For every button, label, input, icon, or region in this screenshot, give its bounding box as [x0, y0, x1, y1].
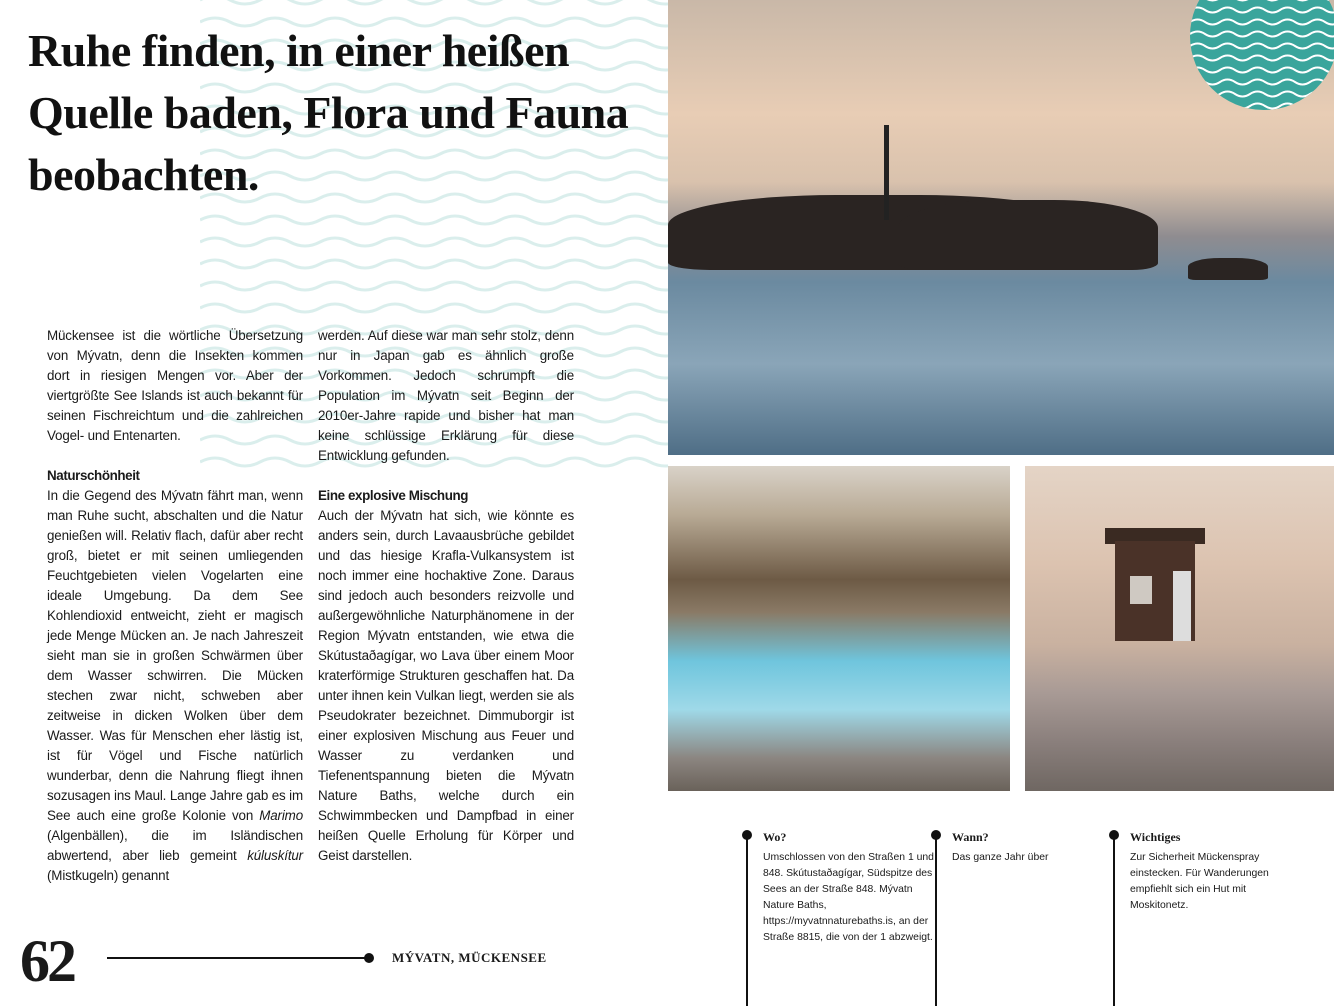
body-paragraph	[47, 486, 303, 886]
page-title: Ruhe finden, in einer heißen Quelle baden, Flora und Fauna beobachten.	[28, 25, 629, 200]
info-heading: Wo?	[763, 830, 787, 844]
hut-door	[1173, 571, 1191, 641]
info-dot	[742, 830, 752, 840]
footer-rule-dot	[364, 953, 374, 963]
photo-hut-on-water	[1025, 466, 1334, 791]
text-column-1	[47, 326, 303, 886]
page-number: 62	[20, 928, 74, 994]
italic-term: Marimo	[259, 808, 303, 823]
lava-rocks	[898, 200, 1158, 270]
footer-rule	[107, 957, 369, 959]
photo-steaming-lagoon	[668, 466, 1010, 791]
info-line	[746, 836, 748, 1006]
body-paragraph: Auch der Mývatn hat sich, wie könnte es anders sein, durch Lavaausbrüche gebildet und das hiesige Krafla-Vulkansystem ist noch immer eine hochaktive Zone. Daraus sind jedoch auch besonders reizvolle und außergewöhnliche Naturphänomene in der Region Mývatn entstanden, wie etwa die Skútustaðagígar, wo Lava über einem Moor kraterförmige Strukturen geschaffen hat. Da unter ihnen kein Vulkan liegt, werden sie als Pseudokrater bezeichnet. Dimmuborgir ist einer explosiven Mischung aus Feuer und Wasser zu verdanken und Tiefenentspannung bieten die Mývatn Nature Baths, welche durch ein Schwimmbecken und Dampfbad in einer heißen Quelle Erholung für Körper und Geist darstellen.	[318, 508, 574, 863]
continued-paragraph: werden. Auf diese war man sehr stolz, denn nur in Japan gab es ähnlich große Vorkommen. Jedoch schrumpft die Population im Mývatn seit Beginn der 2010er-Jahre rapide und bisher hat man keine schlüssige Erklärung für diese Entwicklung gefunden.	[318, 328, 574, 463]
info-line	[935, 836, 937, 1006]
lamp-post	[884, 125, 889, 220]
info-text: Das ganze Jahr über	[952, 852, 1049, 863]
subheading-naturschoenheit: Naturschönheit	[47, 468, 140, 483]
info-line	[1113, 836, 1115, 1006]
text-column-2	[318, 326, 574, 866]
info-text: Umschlossen von den Straßen 1 und 848. Skútustaðagígar, Südspitze des Sees an der Straße 848. Mývatn Nature Baths, https://myvatnnaturebaths.is, an der Straße 8815, die von der 1 abzweigt.	[763, 852, 934, 943]
lava-rocks	[1188, 258, 1268, 280]
info-dot	[931, 830, 941, 840]
body-text: In die Gegend des Mývatn fährt man, wenn man Ruhe sucht, abschalten und die Natur genießen will. Relativ flach, dafür aber recht groß, bietet er mit seinen umliegenden Feuchtgebieten vielen Vogelarten eine ideale Umgebung. Da dem See Kohlendioxid entweicht, zieht er magisch jede Menge Mücken an. Je nach Jahreszeit sieht man sie in großen Schwärmen über dem Wasser schwirren. Die Mücken stechen zwar nicht, schweben aber zeitweise in dicken Wolken über dem Wasser. Was für Menschen eher lästig ist, ist für Vögel und Fische natürlich wunderbar, denn die Nahrung fliegt ihnen sozusagen ins Maul. Lange Jahre gab es im See auch eine große Kolonie von	[47, 488, 303, 823]
body-text: (Mistkugeln) genannt	[47, 868, 170, 883]
hut-window	[1130, 576, 1152, 604]
info-text: Zur Sicherheit Mückenspray einstecken. Für Wanderungen empfiehlt sich ein Hut mit Moskitonetz.	[1130, 852, 1269, 911]
subheading-explosive-mischung: Eine explosive Mischung	[318, 488, 469, 503]
intro-paragraph: Mückensee ist die wörtliche Übersetzung von Mývatn, denn die Insekten kommen dort in riesigen Mengen vor. Aber der viertgrößte See Islands ist auch bekannt für seinen Fischreichtum und die zahlreichen Vogel- und Entenarten.	[47, 328, 303, 443]
info-dot	[1109, 830, 1119, 840]
info-heading: Wann?	[952, 830, 989, 844]
section-title: MÝVATN, MÜCKENSEE	[392, 950, 547, 965]
italic-term: kúluskítur	[247, 848, 303, 863]
body-text: (Algenbällen), die im Isländischen abwertend, aber lieb gemeint	[47, 828, 303, 863]
info-heading: Wichtiges	[1130, 830, 1181, 844]
